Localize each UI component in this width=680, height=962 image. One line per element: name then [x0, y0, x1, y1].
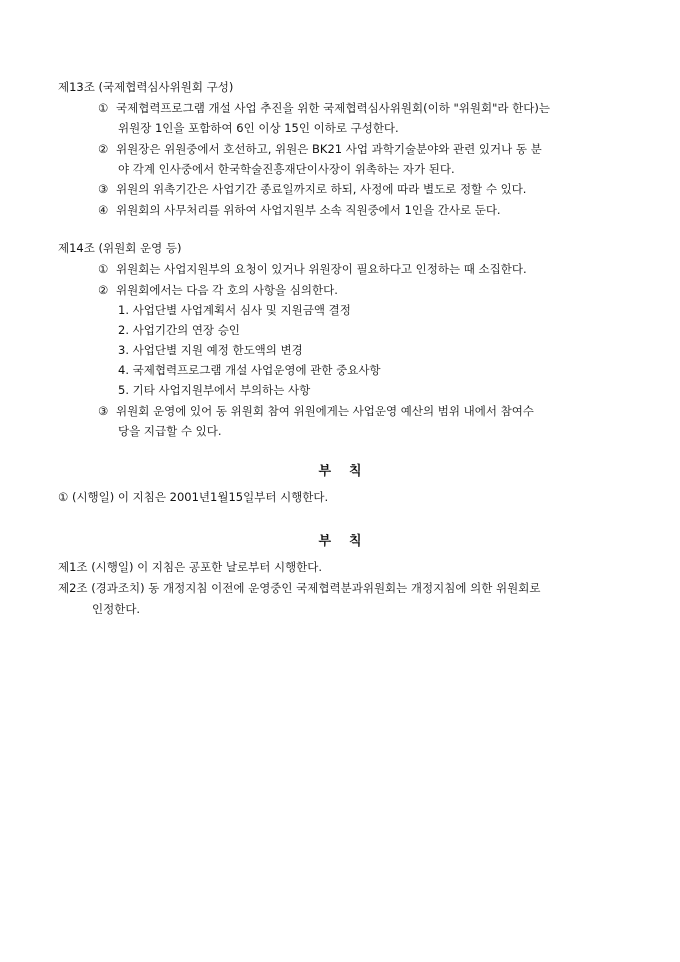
item-number: ①: [98, 262, 109, 276]
addenda-2-article-2-cont: 인정한다.: [92, 602, 141, 616]
article-13-item-2-cont: 야 각계 인사중에서 한국학술진흥재단이사장이 위촉하는 자가 된다.: [118, 162, 455, 176]
article-14-subitem-1: 1. 사업단별 사업계획서 심사 및 지원금액 결정: [118, 303, 351, 317]
article-13-item-1-cont: 위원장 1인을 포함하여 6인 이상 15인 이하로 구성한다.: [118, 121, 399, 135]
article-14-subitem-4: 4. 국제협력프로그램 개설 사업운영에 관한 중요사항: [118, 363, 381, 377]
article-13-item-3: [98, 182, 526, 196]
addenda-2-article-2: 제2조 (경과조치) 동 개정지침 이전에 운영중인 국제협력분과위원회는 개정지침에 의한 위원회로: [58, 581, 541, 595]
article-14-item-3-cont: 당을 지급할 수 있다.: [118, 424, 222, 438]
article-14-title: 제14조 (위원회 운영 등): [58, 241, 182, 255]
article-13-title: 제13조 (국제협력심사위원회 구성): [58, 80, 234, 94]
article-14-subitem-2: 2. 사업기간의 연장 승인: [118, 323, 240, 337]
addenda-heading: 부 칙: [318, 534, 362, 549]
addenda-1-text: ① (시행일) 이 지침은 2001년1월15일부터 시행한다.: [58, 490, 329, 504]
item-number: ②: [98, 283, 109, 297]
article-13-item-4: [98, 203, 501, 217]
article-13-item-2: [98, 142, 542, 156]
article-14-item-2: [98, 283, 338, 297]
item-number: ④: [98, 203, 109, 217]
item-text: 국제협력프로그램 개설 사업 추진을 위한 국제협력심사위원회(이하 "위원회"라 한다)는: [116, 101, 550, 115]
item-text: 위원의 위촉기간은 사업기간 종료일까지로 하되, 사정에 따라 별도로 정할 수 있다.: [116, 182, 527, 196]
item-text: 위원회 운영에 있어 동 위원회 참여 위원에게는 사업운영 예산의 범위 내에서 참여수: [116, 404, 534, 418]
article-14-item-3: [98, 404, 534, 418]
item-text: 위원회의 사무처리를 위하여 사업지원부 소속 직원중에서 1인을 간사로 둔다.: [116, 203, 501, 217]
article-14-item-1: [98, 262, 527, 276]
item-text: 위원장은 위원중에서 호선하고, 위원은 BK21 사업 과학기술분야와 관련 있거나 동 분: [116, 142, 542, 156]
article-14-subitem-5: 5. 기타 사업지원부에서 부의하는 사항: [118, 383, 311, 397]
article-13-item-1: [98, 101, 550, 115]
item-number: ②: [98, 142, 109, 156]
item-number: ①: [98, 101, 109, 115]
article-14-subitem-3: 3. 사업단별 지원 예정 한도액의 변경: [118, 343, 303, 357]
item-text: 위원회는 사업지원부의 요청이 있거나 위원장이 필요하다고 인정하는 때 소집한다.: [116, 262, 527, 276]
addenda-heading: 부 칙: [318, 464, 362, 479]
addenda-2-article-1: 제1조 (시행일) 이 지침은 공포한 날로부터 시행한다.: [58, 560, 323, 574]
item-number: ③: [98, 182, 109, 196]
item-text: 위원회에서는 다음 각 호의 사항을 심의한다.: [116, 283, 338, 297]
item-number: ③: [98, 404, 109, 418]
